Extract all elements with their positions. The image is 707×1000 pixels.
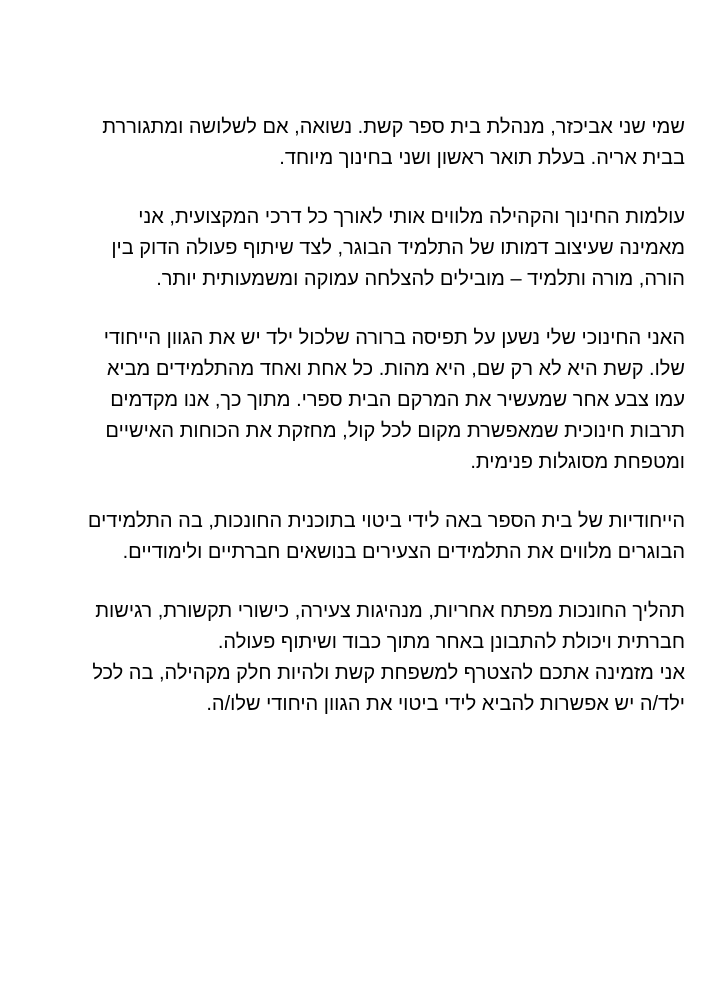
text-line: הייחודיות של בית הספר באה לידי ביטוי בתוכנית החונכות, בה התלמידים bbox=[87, 510, 685, 532]
text-line: עמו צבע אחר שמעשיר את המרקם הבית ספרי. מתוך כך, אנו מקדמים bbox=[110, 389, 685, 411]
text-line: שמי שני אביכזר, מנהלת בית ספר קשת. נשואה, אם לשלושה ומתגוררת bbox=[102, 116, 685, 138]
text-line: שלו. קשת היא לא רק שם, היא מהות. כל אחת ואחד מהתלמידים מביא bbox=[106, 358, 685, 380]
text-line: תהליך החונכות מפתח אחריות, מנהיגות צעירה, כישורי תקשורת, רגישות bbox=[95, 600, 685, 622]
paragraph-mentoring-invitation bbox=[30, 596, 685, 720]
text-line: מאמינה שעיצוב דמותו של התלמיד הבוגר, לצד שיתוף פעולה הדוק בין bbox=[111, 237, 685, 259]
text-line: ומטפחת מסוגלות פנימית. bbox=[470, 451, 685, 473]
text-line: אני מזמינה אתכם להצטרף למשפחת קשת ולהיות חלק מקהילה, בה לכל bbox=[92, 662, 685, 684]
text-line: חברתית ויכולת להתבונן באחר מתוך כבוד ושיתוף פעולה. bbox=[217, 631, 685, 653]
paragraph-educational-self bbox=[30, 323, 685, 478]
text-line: האני החינוכי שלי נשען על תפיסה ברורה שלכול ילד יש את הגוון הייחודי bbox=[103, 327, 685, 349]
text-line: עולמות החינוך והקהילה מלווים אותי לאורך כל דרכי המקצועית, אני bbox=[138, 206, 685, 228]
text-line: בבית אריה. בעלת תואר ראשון ושני בחינוך מיוחד. bbox=[279, 147, 685, 169]
text-line: הבוגרים מלווים את התלמידים הצעירים בנושאים חברתיים ולימודיים. bbox=[122, 541, 685, 563]
paragraph-professional-belief bbox=[30, 202, 685, 295]
paragraph-intro bbox=[30, 112, 685, 174]
text-line: תרבות חינוכית שמאפשרת מקום לכל קול, מחזקת את הכוחות האישיים bbox=[105, 420, 685, 442]
text-line: הורה, מורה ותלמיד – מובילים להצלחה עמוקה ומשמעותית יותר. bbox=[156, 268, 685, 290]
text-line: ילד/ה יש אפשרות להביא לידי ביטוי את הגוון היחודי שלו/ה. bbox=[206, 693, 685, 715]
paragraph-school-uniqueness bbox=[30, 506, 685, 568]
